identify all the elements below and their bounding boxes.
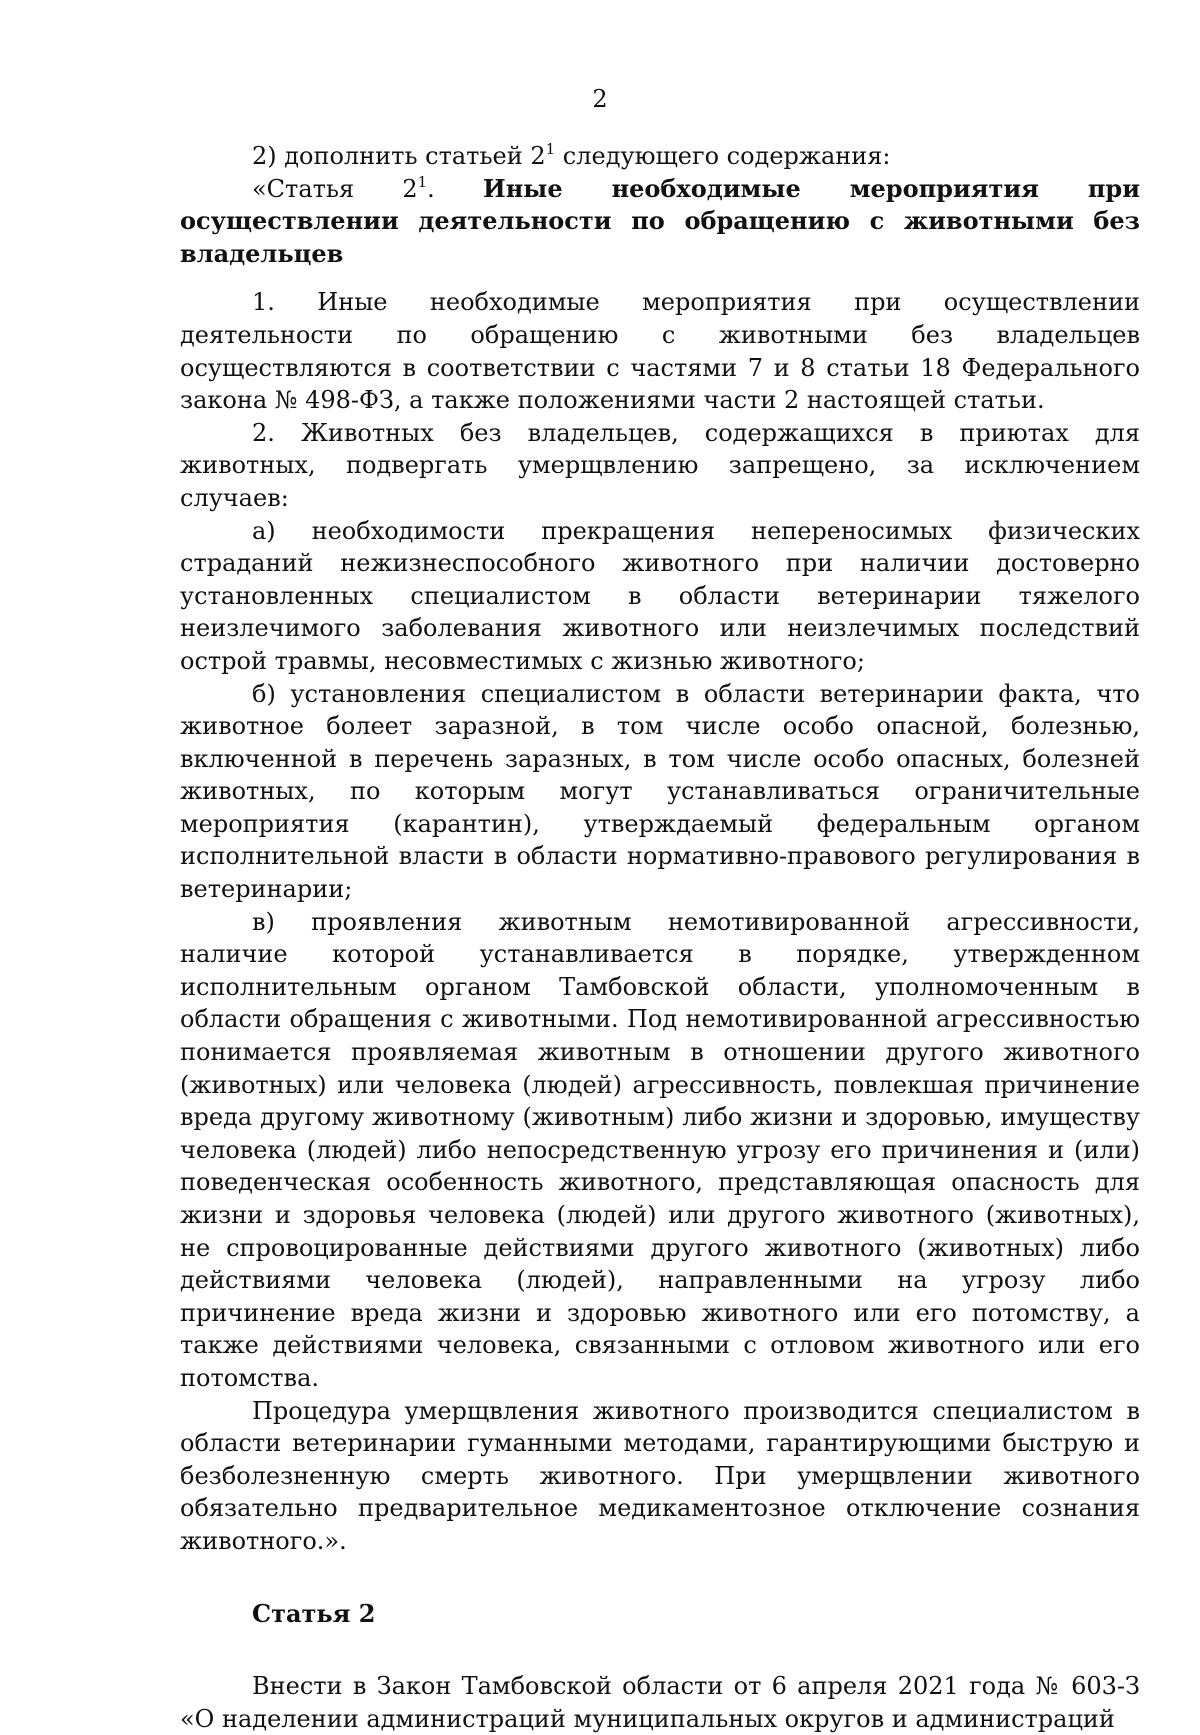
intro-superscript: 1 — [545, 140, 556, 158]
intro-suffix: следующего содержания: — [555, 142, 891, 170]
paragraph-1: 1. Иные необходимые мероприятия при осуществлении деятельности по обращению с животными без владельцев осуществляются в соответствии с частями 7 и 8 статьи 18 Федерального закона № 498-ФЗ, а также положениями части 2 настоящей статьи. — [180, 288, 1140, 415]
procedure-paragraph: Процедура умерщвления животного производится специалистом в области ветеринарии гуманными методами, гарантирующими быструю и безболезненную смерть животного. При умерщвлении животного обязательно предварительное медикаментозное отключение сознания животного.». — [180, 1396, 1140, 1555]
spacer — [180, 270, 1140, 286]
subparagraph-a: а) необходимости прекращения непереносимых физических страданий нежизнеспособного животного при наличии достоверно установленных специалистом в области ветеринарии тяжелого неизлечимого заболевания животного или неизлечимых последствий острой травмы, несовместимых с жизнью животного; — [180, 516, 1140, 675]
new-article-prefix: «Статья 2 — [252, 174, 418, 203]
new-article-title: Иные необходимые мероприятия при осуществлении деятельности по обращению с животными без владельцев — [180, 173, 1140, 268]
spacer — [180, 1558, 1140, 1598]
new-article-heading — [180, 173, 1140, 271]
new-article-superscript: 1 — [417, 172, 428, 191]
document-body — [180, 140, 1140, 1735]
spacer — [180, 1630, 1140, 1670]
article-2-heading: Статья 2 — [252, 1598, 376, 1628]
subparagraph-v: в) проявления животным немотивированной агрессивности, наличие которой устанавливается в порядке, утвержденном исполнительным органом Тамбовской области, уполномоченным в области обращения с животными. Под немотивированной агрессивностью понимается проявляемая животным в отношении другого животного (животных) или человека (людей) агрессивность, повлекшая причинение вреда другому животному (животным) либо жизни и здоровью, имуществу человека (людей) либо непосредственную угрозу его причинения и (или) поведенческая особенность животного, представляющая опасность для жизни и здоровья человека (людей) или другого животного (животных), не спровоцированные действиями другого животного (животных) либо действиями человека (людей), направленными на угрозу либо причинение вреда жизни и здоровью животного или его потомству, а также действиями человека, связанными с отловом животного или его потомства. — [180, 907, 1140, 1392]
paragraph-2: 2. Животных без владельцев, содержащихся в приютах для животных, подвергать умерщвлению запрещено, за исключением случаев: — [180, 418, 1140, 512]
subparagraph-b: б) установления специалистом в области ветеринарии факта, что животное болеет заразной, в том числе особо опасной, болезнью, включенной в перечень заразных, в том числе особо опасных, болезней животных, по которым могут устанавливаться ограничительные мероприятия (карантин), утверждаемый федеральным органом исполнительной власти в области нормативно-правового регулирования в ветеринарии; — [180, 679, 1140, 904]
page-number: 2 — [592, 85, 608, 113]
new-article-dot: . — [427, 174, 484, 203]
intro-paragraph — [180, 140, 1140, 173]
intro-prefix: 2) дополнить статьей 2 — [252, 142, 546, 170]
article-2-text: Внести в Закон Тамбовской области от 6 апреля 2021 года № 603-З «О наделении администраций муниципальных округов и администраций — [180, 1672, 1140, 1733]
